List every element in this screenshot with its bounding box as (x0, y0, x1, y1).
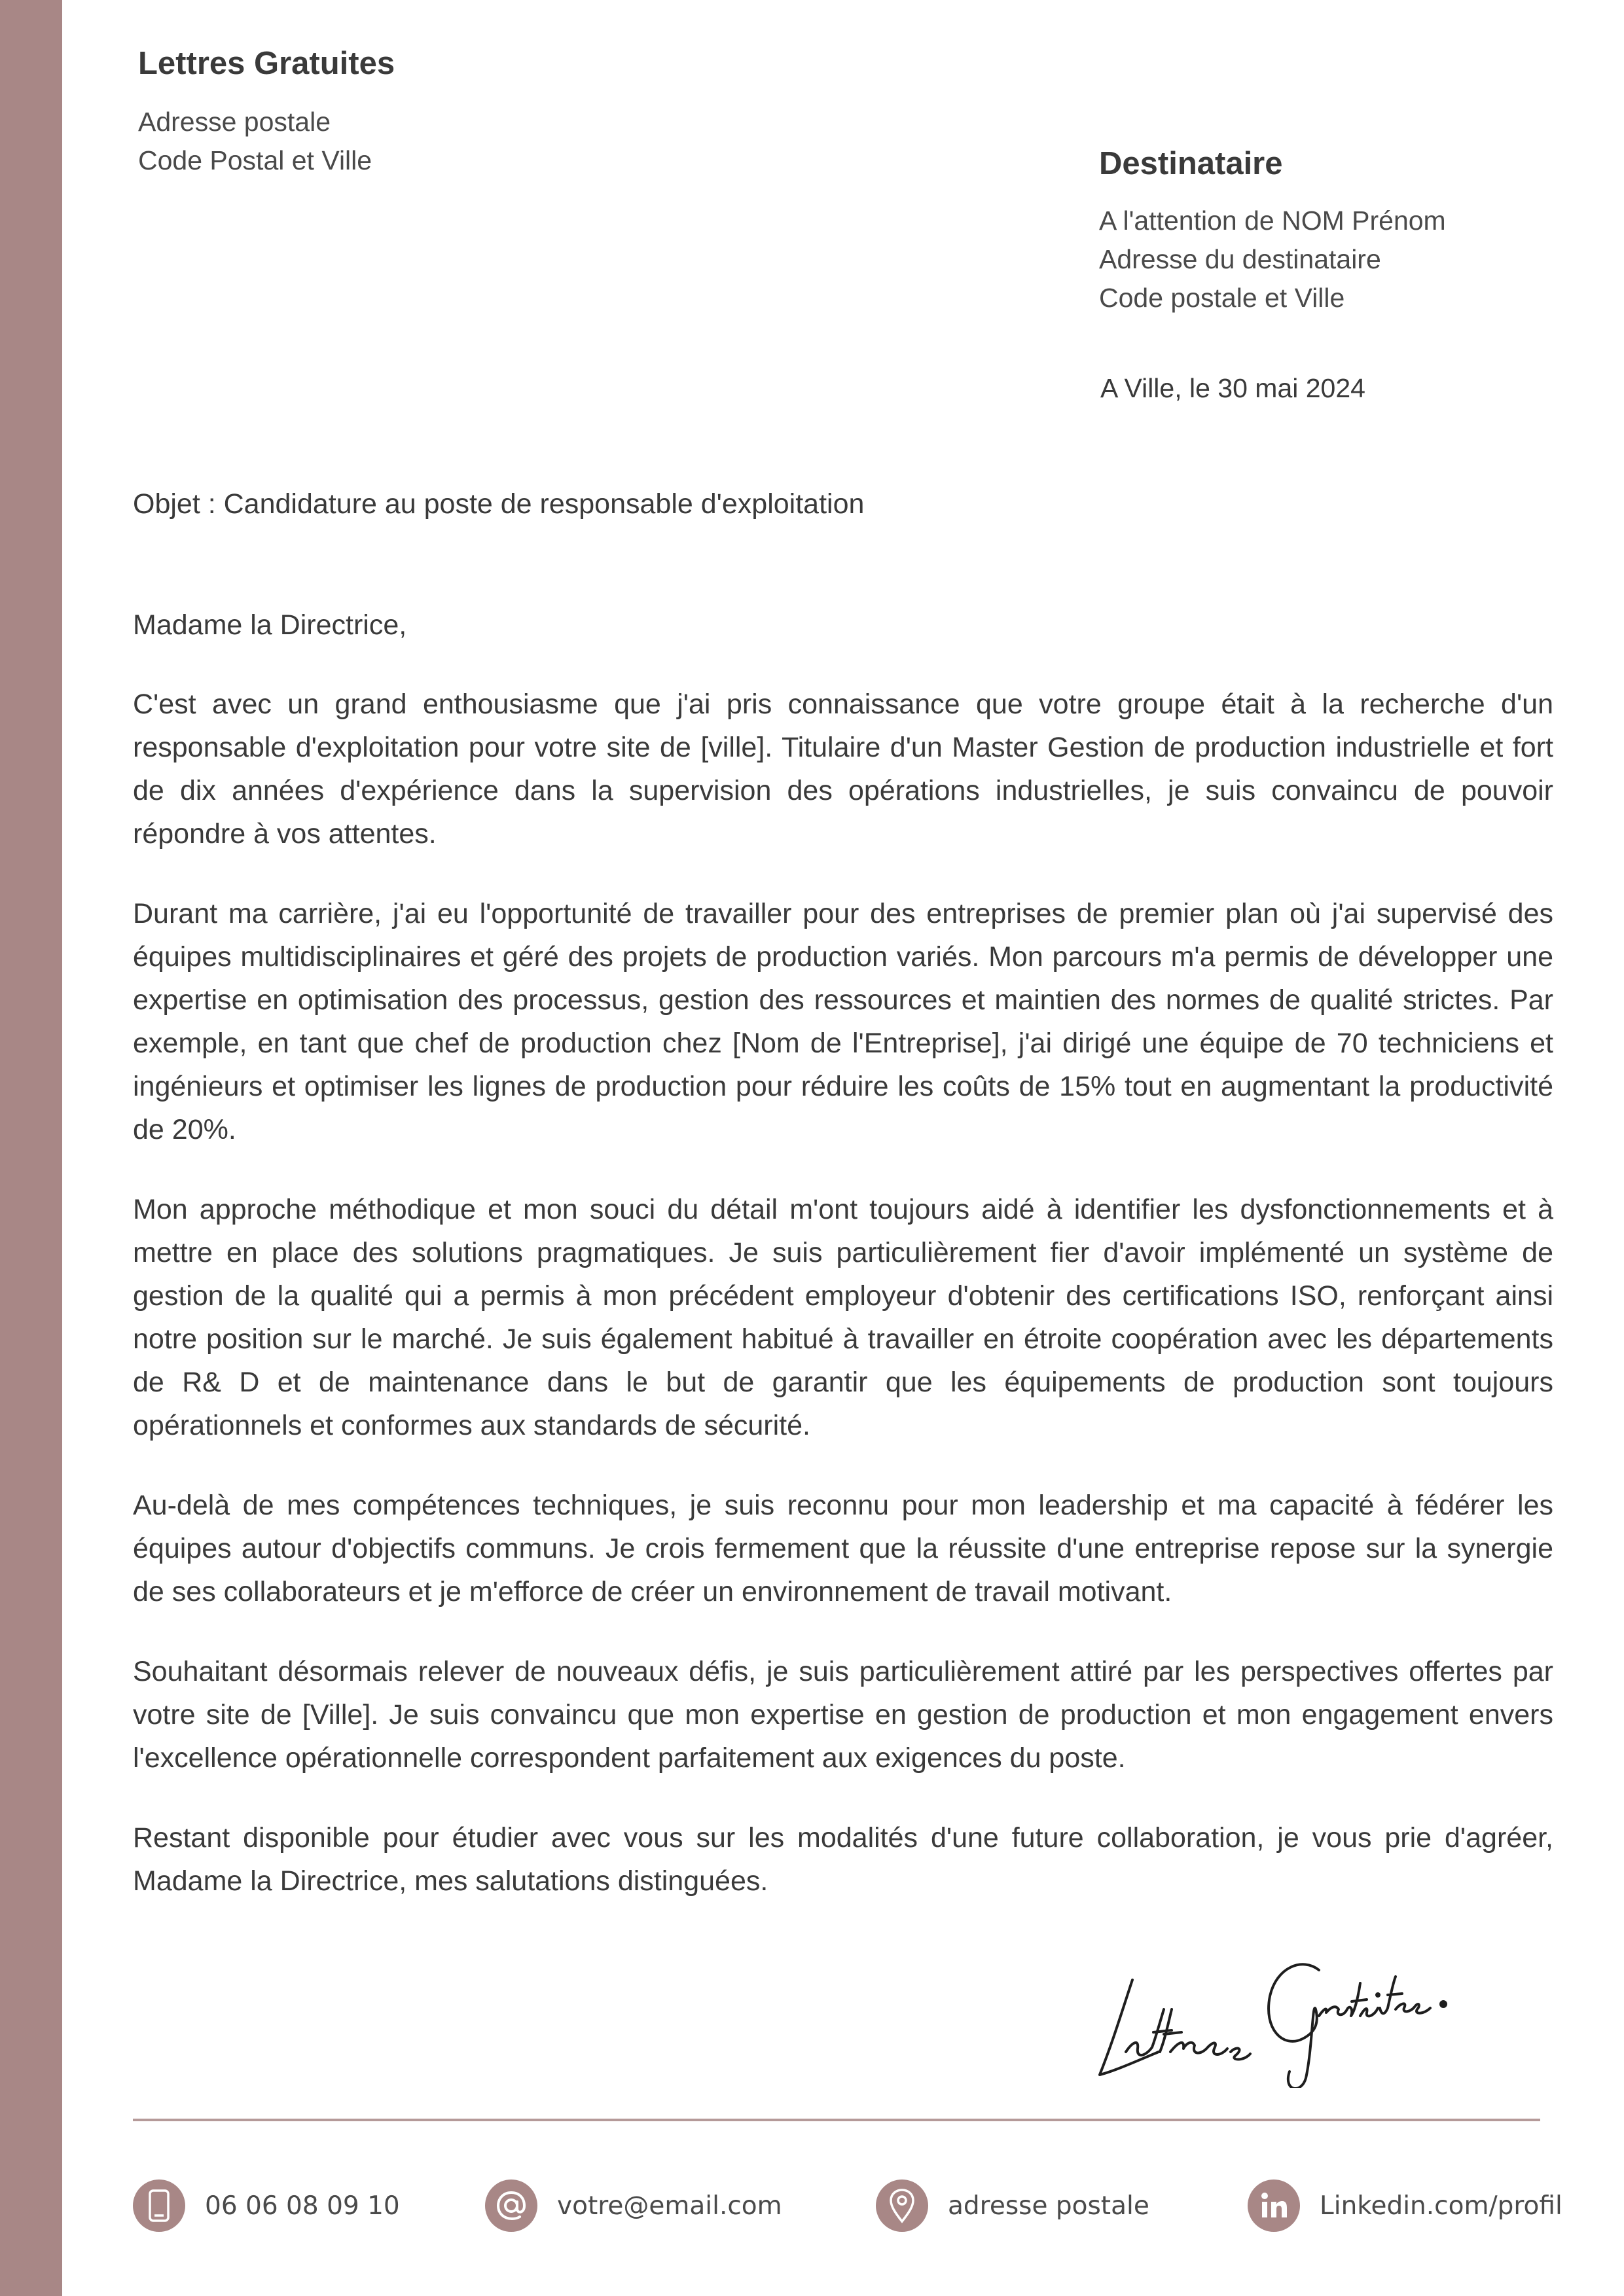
contact-email (485, 2179, 782, 2232)
contact-phone (133, 2179, 400, 2232)
paragraph-4: Au-delà de mes compétences techniques, je suis reconnu pour mon leadership et ma capacité à fédérer les équipes autour d'objectifs communs. Je crois fermement que la réussite d'une entreprise repose sur la synergie de ses collaborateurs et je m'efforce de créer un environnement de travail motivant. (133, 1490, 1553, 1607)
contact-address (876, 2179, 1149, 2232)
paragraph-1: C'est avec un grand enthousiasme que j'ai pris connaissance que votre groupe était à la recherche d'un responsable d'exploitation pour votre site de [ville]. Titulaire d'un Master Gestion de production industrielle et fort de dix années d'expérience dans la supervision des opérations industrielles, je suis convaincu de pouvoir répondre à vos attentes. (133, 689, 1553, 850)
paragraph-5: Souhaitant désormais relever de nouveaux défis, je suis particulièrement attiré par les perspectives offertes par votre site de [Ville]. Je suis convaincu que mon expertise en gestion de production et mon engagement envers l'excellence opérationnelle correspondent parfaitement aux exigences du poste. (133, 1656, 1553, 1774)
salutation: Madame la Directrice, (133, 609, 407, 641)
footer-divider (133, 2119, 1540, 2121)
sender-block (138, 45, 395, 180)
sender-name: Lettres Gratuites (138, 46, 395, 81)
letter-date: A Ville, le 30 mai 2024 (1100, 373, 1365, 403)
sender-address-line1: Adresse postale (138, 106, 331, 137)
paragraph-6: Restant disponible pour étudier avec vous sur les modalités d'une future collaboration, je vous prie d'agréer, Madame la Directrice, mes salutations distinguées. (133, 1822, 1553, 1897)
contact-linkedin (1248, 2179, 1562, 2232)
recipient-line3: Code postale et Ville (1099, 282, 1345, 313)
recipient-line1: A l'attention de NOM Prénom (1099, 205, 1446, 236)
paragraph-3: Mon approche méthodique et mon souci du détail m'ont toujours aidé à identifier les dysfonctionnements et à mettre en place des solutions pragmatiques. Je suis particulièrement fier d'avoir implémenté un système de gestion de la qualité qui a permis à mon précédent employeur d'obtenir des certifications ISO, renforçant ainsi notre position sur le marché. Je suis également habitué à travailler en étroite coopération avec les départements de R& D et de maintenance dans le but de garantir que les équipements de production sont toujours opérationnels et conformes aux standards de sécurité. (133, 1194, 1553, 1441)
recipient-block (1099, 145, 1446, 317)
phone-icon (133, 2179, 185, 2232)
side-accent-bar (0, 0, 62, 2296)
contact-footer (0, 2179, 1624, 2245)
recipient-line2: Adresse du destinataire (1099, 243, 1381, 274)
linkedin-profile: Linkedin.com/profil (1320, 2191, 1562, 2221)
handwritten-signature (1087, 1918, 1479, 2088)
postal-address: adresse postale (948, 2191, 1149, 2221)
recipient-title: Destinataire (1099, 146, 1283, 181)
phone-number: 06 06 08 09 10 (205, 2191, 400, 2221)
email-address: votre@email.com (557, 2191, 782, 2221)
paragraph-2: Durant ma carrière, j'ai eu l'opportunité de travailler pour des entreprises de premier plan où j'ai supervisé des équipes multidisciplinaires et géré des projets de production variés. Mon parcours m'a permis de développer une expertise en optimisation des processus, gestion des ressources et maintien des normes de qualité strictes. Par exemple, en tant que chef de production chez [Nom de l'Entreprise], j'ai dirigé une équipe de 70 techniciens et ingénieurs et optimiser les lignes de production pour réduire les coûts de 15% tout en augmentant la productivité de 20%. (133, 898, 1553, 1145)
sender-address-line2: Code Postal et Ville (138, 145, 372, 175)
location-pin-icon (876, 2179, 928, 2232)
linkedin-icon (1248, 2179, 1300, 2232)
letter-body (133, 603, 1553, 1939)
at-sign-icon (485, 2179, 537, 2232)
letter-subject: Objet : Candidature au poste de responsable d'exploitation (133, 488, 865, 520)
